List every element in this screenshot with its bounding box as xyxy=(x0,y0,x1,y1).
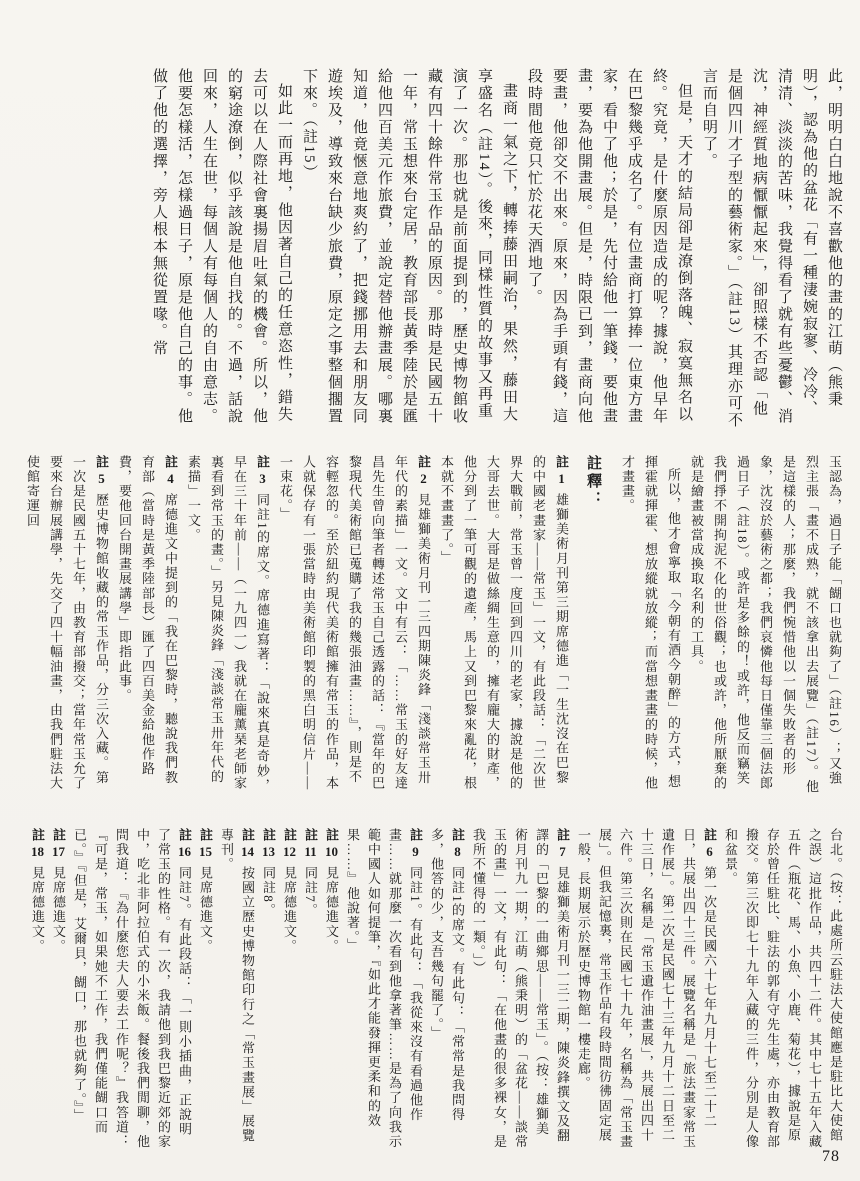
note-label: 註18 xyxy=(30,828,45,858)
article-paragraph: 如此一而再地，他因著自己的任意恣性，錯失去可以在人際社會裏揚眉吐氣的機會。所以，他的窮途潦倒，似乎該說是他自找的。不過，話說回來，人生在世，每個人有每個人的自由意志。他要怎樣活，怎樣過日子，原是他自己的事。他做了他的選擇，旁人根本無從置喙。常 xyxy=(151,68,292,425)
notes-header: 註釋： xyxy=(585,455,601,509)
note-label: 註6 xyxy=(702,828,717,858)
note-text: 雄獅美術月刊第三期席德進「一生沈沒在巴黎的中國老畫家——常玉」一文，有此段話：「二次世界大戰前，常玉曾一度回到四川的老家，據說是他的大哥去世。大哥是做絲綢生意的，擁有龐大的財產，他分到了一筆可觀的遺產，馬上又到巴黎來亂花，根本就不畫畫了。」 xyxy=(439,455,569,791)
note-label: 註3 xyxy=(255,455,270,485)
note-text: 見席德進文。 xyxy=(324,865,339,954)
note-item xyxy=(48,828,69,1150)
note-number: 5 xyxy=(98,471,105,485)
note-label: 註16 xyxy=(177,828,192,858)
note-item xyxy=(113,455,182,797)
note-label: 註1 xyxy=(554,455,569,485)
note-item xyxy=(274,455,435,797)
article-closing-paragraph: 玉認為，過日子能「餬口也就夠了」（註16）；又強烈主張「畫不成熟，就不該拿出去展覽」（註17）。他是這樣的人；那麼，我們惋惜他以一個失敗者的形象，沈沒於藝術之都；我們哀憐他每日僅靠三個法郎過日子（註18）。或許是多餘的！或許，他反而竊笑我們掙不開拘泥不化的世俗觀；也或許，他所厭棄的就是繪畫被當成換取名利的工具。 xyxy=(689,455,842,794)
note-text: 歷史博物館收藏的常玉作品，分三次入藏。第一次是民國五十七年，由教育部撥交；當年常玉允了要來台辦展講學，先交了四十幅油畫，由我們駐法大使館寄運回 xyxy=(25,455,109,791)
note-text: 第一次是民國六十七年九月十七至二十二日，共展出四十三件。展覽名稱是「旅法畫家常玉遺作展」。第二次是民國七十三年九月十二日至二十三日，名稱是「常玉遺作油畫展」，共展出四十六件。第三次則在民國七十九年，名稱為「常玉畫展」。但我記憶裏，常玉作品有段時間彷彿固定展一般，長期展示於歷史博物館一樓走廊。 xyxy=(576,828,717,1150)
note-label: 註9 xyxy=(408,828,423,858)
notes-section-lower xyxy=(14,828,846,1150)
note5-continuation: 台北。（按：此處所云駐法大使館應是駐比大使館之誤）這批作品，共四十二件。其中七十五年入藏五件（瓶花、馬、小魚、小鹿、菊花），據說是原存於曾任駐比、駐法的郭有守先生處，亦由教育部撥交。第三次即七十九年入藏的三件，分別是人像和盆景。 xyxy=(723,828,843,1150)
note-item xyxy=(279,828,300,1150)
page-number: 78 xyxy=(822,1148,840,1165)
note-number: 14 xyxy=(241,844,254,858)
note-number: 16 xyxy=(178,844,191,858)
note-number: 11 xyxy=(304,844,317,858)
note-item xyxy=(573,828,720,1150)
note-text: 見雄獅美術月刊一三二期，陳炎鋒撰文及翻譯的「巴黎的一曲鄉思——常玉」。（按：雄獅美術月刊九一期，江萌（熊秉明）的「盆花——談常玉的畫」一文，有此句：「在他畫的很多裸女，是我所不懂得的一類。」） xyxy=(471,828,570,1150)
main-article-section xyxy=(14,68,846,432)
note-item xyxy=(258,828,279,1150)
note-number: 3 xyxy=(259,471,266,485)
note-item xyxy=(182,455,274,797)
note-text: 席德進文中提到的「我在巴黎時，聽說我們教育部（當時是黃季陸部長）匯了四百美金給他作路費，要他回台開畫展講學」即指此事。 xyxy=(117,455,178,785)
note-item xyxy=(342,828,426,1150)
note-number: 18 xyxy=(31,844,44,858)
note-number: 1 xyxy=(558,471,565,485)
note-item xyxy=(321,828,342,1150)
note-label: 註13 xyxy=(261,828,276,858)
note-label: 註8 xyxy=(450,828,465,858)
note-text: 見席德進文。 xyxy=(30,865,45,954)
note-label: 註10 xyxy=(324,828,339,858)
note-label: 註4 xyxy=(163,455,178,485)
note-item xyxy=(468,828,573,1150)
note-text: 同註7。 xyxy=(303,865,318,918)
note-item xyxy=(216,828,258,1150)
note-number: 15 xyxy=(199,844,212,858)
article-continuation-paragraph: 此，明明白白地說不喜歡他的畫的江萌（熊秉明），認為他的盆花「有一種淒婉寂寥、冷冷、清清、淡淡的苦味，我覺得看了就有些憂鬱、消沈，神經質地病懨懨起來」，卻照樣不否認「他是個四川才子型的藝術家。」（註13）其理亦可不言而自明了。 xyxy=(701,68,842,429)
note-text: 按國立歷史博物館印行之「常玉畫展」展覽專刊。 xyxy=(219,828,255,1144)
note-item xyxy=(435,455,573,797)
note-number: 6 xyxy=(706,844,713,858)
note-text: 見雄獅美術月刊一三四期陳炎鋒「淺談常玉卅年代的素描」一文。文中有云：「……常玉的好友達昌先生曾向筆者轉述常玉自己透露的話：『當年的巴黎現代美術館已蒐購了我的幾張油畫……』，則是不容輕忽的。至於紐約現代美術館擁有常玉的作品，本人就保存有一張當時由美術館印製的黑白明信片——一束花。」 xyxy=(278,455,431,791)
note-text: 見席德進文。 xyxy=(51,865,66,954)
note-number: 12 xyxy=(283,844,296,858)
note-number: 9 xyxy=(412,844,419,858)
note-number: 10 xyxy=(325,844,338,858)
note-label: 註15 xyxy=(198,828,213,858)
note-number: 8 xyxy=(454,844,461,858)
article-closing-paragraph: 所以，他才會寧取「今朝有酒今朝醉」的方式，想揮霍就揮霍、想放縱就放縱；而當想畫畫的時候，他才畫畫。 xyxy=(620,455,681,791)
note-text: 同註8。 xyxy=(261,865,276,918)
note-text: 同註7。有此段話：「一則小插曲，正說明了常玉的性格。有一次，我請他到我巴黎近郊的家中，吃北非阿拉伯式的小米飯。餐後我們閒聊，他問我道：『為什麼您夫人要去工作呢？』我答道：『可是，常玉，如果她不工作，我們僅能餬口而已。』『但是，艾爾貝，餬口，那也就夠了。』」 xyxy=(72,828,192,1150)
note-label: 註11 xyxy=(303,828,318,858)
note-item xyxy=(300,828,321,1150)
note-item xyxy=(69,828,195,1150)
note-text: 見席德進文。 xyxy=(198,865,213,954)
note-label: 註17 xyxy=(51,828,66,858)
note-number: 17 xyxy=(52,844,65,858)
note-label: 註12 xyxy=(282,828,297,858)
note-item xyxy=(426,828,468,1150)
note-number: 13 xyxy=(262,844,275,858)
note-label: 註2 xyxy=(416,455,431,485)
note-number: 2 xyxy=(420,471,427,485)
note-text: 同註1的席文。有此句：「常常是我問得多，他答的少，支吾幾句罷了。」 xyxy=(429,828,465,1122)
note-label: 註14 xyxy=(240,828,255,858)
note-number: 7 xyxy=(559,844,566,858)
note-text: 見席德進文。 xyxy=(282,865,297,954)
note-item xyxy=(195,828,216,1150)
note-item xyxy=(21,455,113,797)
note-text: 同註1。有此句：「我從來沒有看過他作畫……就那麼一次看到他拿著筆……是為了向我示範中國人如何提筆，『如此才能發揮更柔和的效果……』他說著。」 xyxy=(345,828,423,1150)
note-item xyxy=(27,828,48,1150)
note-text: 同註1的席文。席德進寫著：「說來真是奇妙，早在三十年前——（一九四一）我就在龐薰琹老師家裏看到常玉的畫。」另見陳炎鋒「淺談常玉卅年代的素描」一文。 xyxy=(186,455,270,793)
notes-section-upper xyxy=(14,455,846,797)
note-label: 註7 xyxy=(555,828,570,858)
article-paragraph: 畫商一氣之下，轉捧藤田嗣治，果然，藤田大享盛名（註14）。後來，同樣性質的故事又再重演了一次。那也就是前面提到的，歷史博物館收藏有四十餘件常玉作品的原因。那時是民國五十一年，常玉想來台定居，教育部長黃季陸於是匯給他四百美元作旅費，並說定替他辦畫展。哪裏知道，他竟愜意地爽約了，把錢挪用去和朋友同遊埃及，導致來台缺少旅費，原定之事整個擱置下來。（註15） xyxy=(301,68,517,425)
article-paragraph: 但是，天才的結局卻是潦倒落魄、寂寞無名以終。究竟，是什麼原因造成的呢？據說，他早年在巴黎幾乎成名了。有位畫商打算捧一位東方畫家，看中了他；於是，先付給他一筆錢，要他畫畫，要為他開畫展。但是，時限已到，畫商向他要畫，他卻交不出來。原來，因為手頭有錢，這段時間他竟只忙於花天酒地了。 xyxy=(526,68,692,425)
note-label: 註5 xyxy=(94,455,109,485)
note-number: 4 xyxy=(167,471,174,485)
